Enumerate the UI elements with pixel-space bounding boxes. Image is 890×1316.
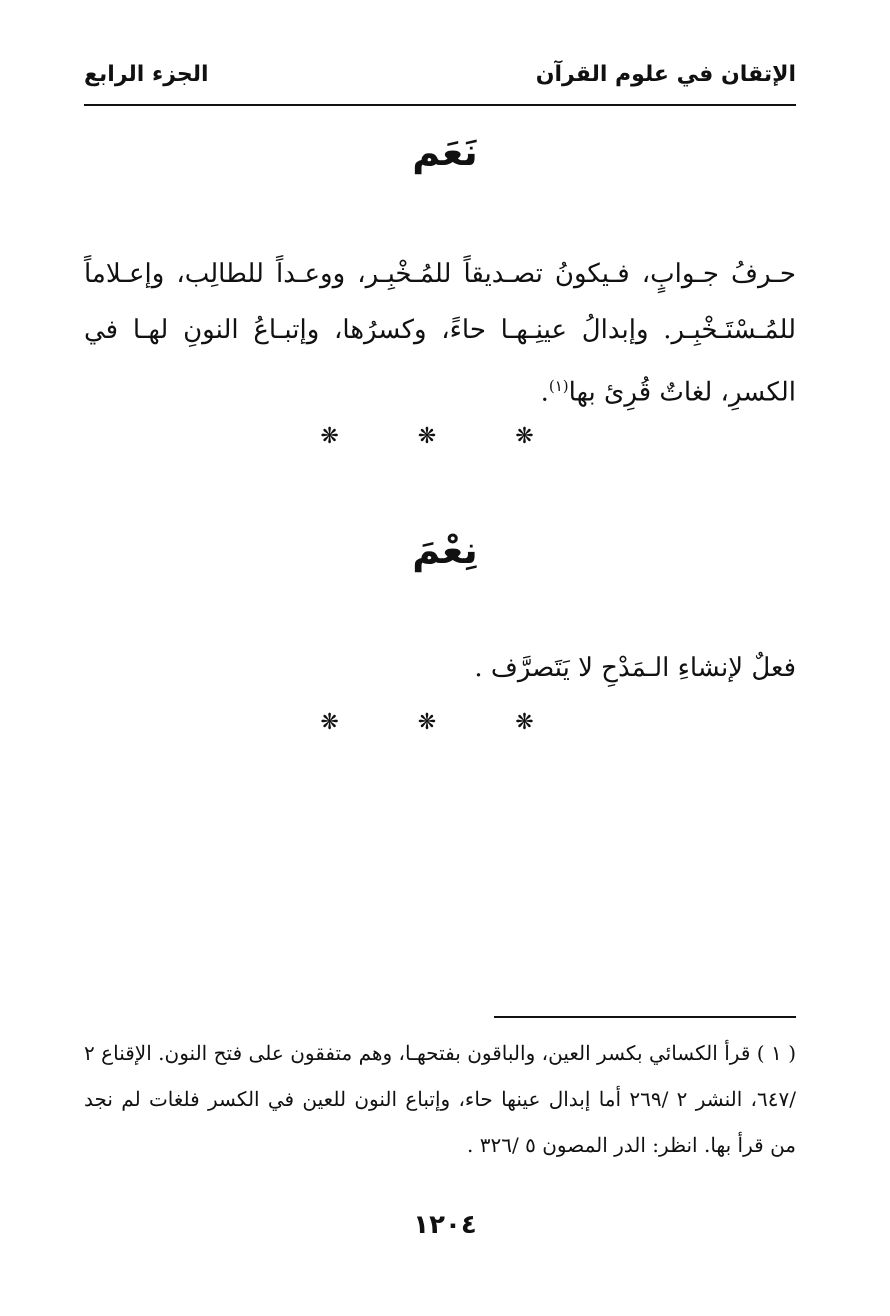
- section-separator: ❋ ❋ ❋: [320, 710, 570, 735]
- entry-title-nima: نِعْمَ: [412, 528, 478, 572]
- volume-label: الجزء الرابع: [84, 62, 209, 87]
- book-title: الإتقان في علوم القرآن: [535, 62, 796, 87]
- entry-body-nima: فعلٌ لإنشاءِ الـمَدْحِ لا يَتَصرَّف .: [474, 653, 796, 683]
- footnote-divider: [494, 1016, 796, 1018]
- entry-title-naam: نَعَم: [412, 130, 478, 174]
- running-header: [84, 50, 796, 106]
- section-separator: ❋ ❋ ❋: [320, 424, 570, 449]
- footnotes: [84, 1030, 796, 1168]
- footnote-reference[interactable]: (١): [548, 377, 569, 395]
- footnote-1: ( ١ ) قرأ الكسائي بكسر العين، والباقون بفتحهـا، وهم متفقون على فتح النون. الإقناع ٢ /٦٤٧، النشر ٢ /٢٦٩ أما إبدال عينها حاء، وإتباع النون للعين في الكسر فلغات لم نجد من قرأ بها. انظر: الدر المصون ٥ /٣٢٦ .: [84, 1041, 797, 1157]
- entry-body-naam: [84, 246, 796, 421]
- entry-body-text: حـرفُ جـوابٍ، فـيكونُ تصـديقاً للمُـخْبِـر، ووعـداً للطالِب، وإعـلاماً للمُـسْتَـخْبِـر. وإبدالُ عينِـهـا حاءً، وكسرُها، وإتبـاعُ النونِ لهـا في الكسرِ، لغاتٌ قُرِئ بها: [84, 259, 796, 408]
- sentence-end: .: [540, 377, 549, 408]
- page-number: ١٢٠٤: [413, 1210, 477, 1240]
